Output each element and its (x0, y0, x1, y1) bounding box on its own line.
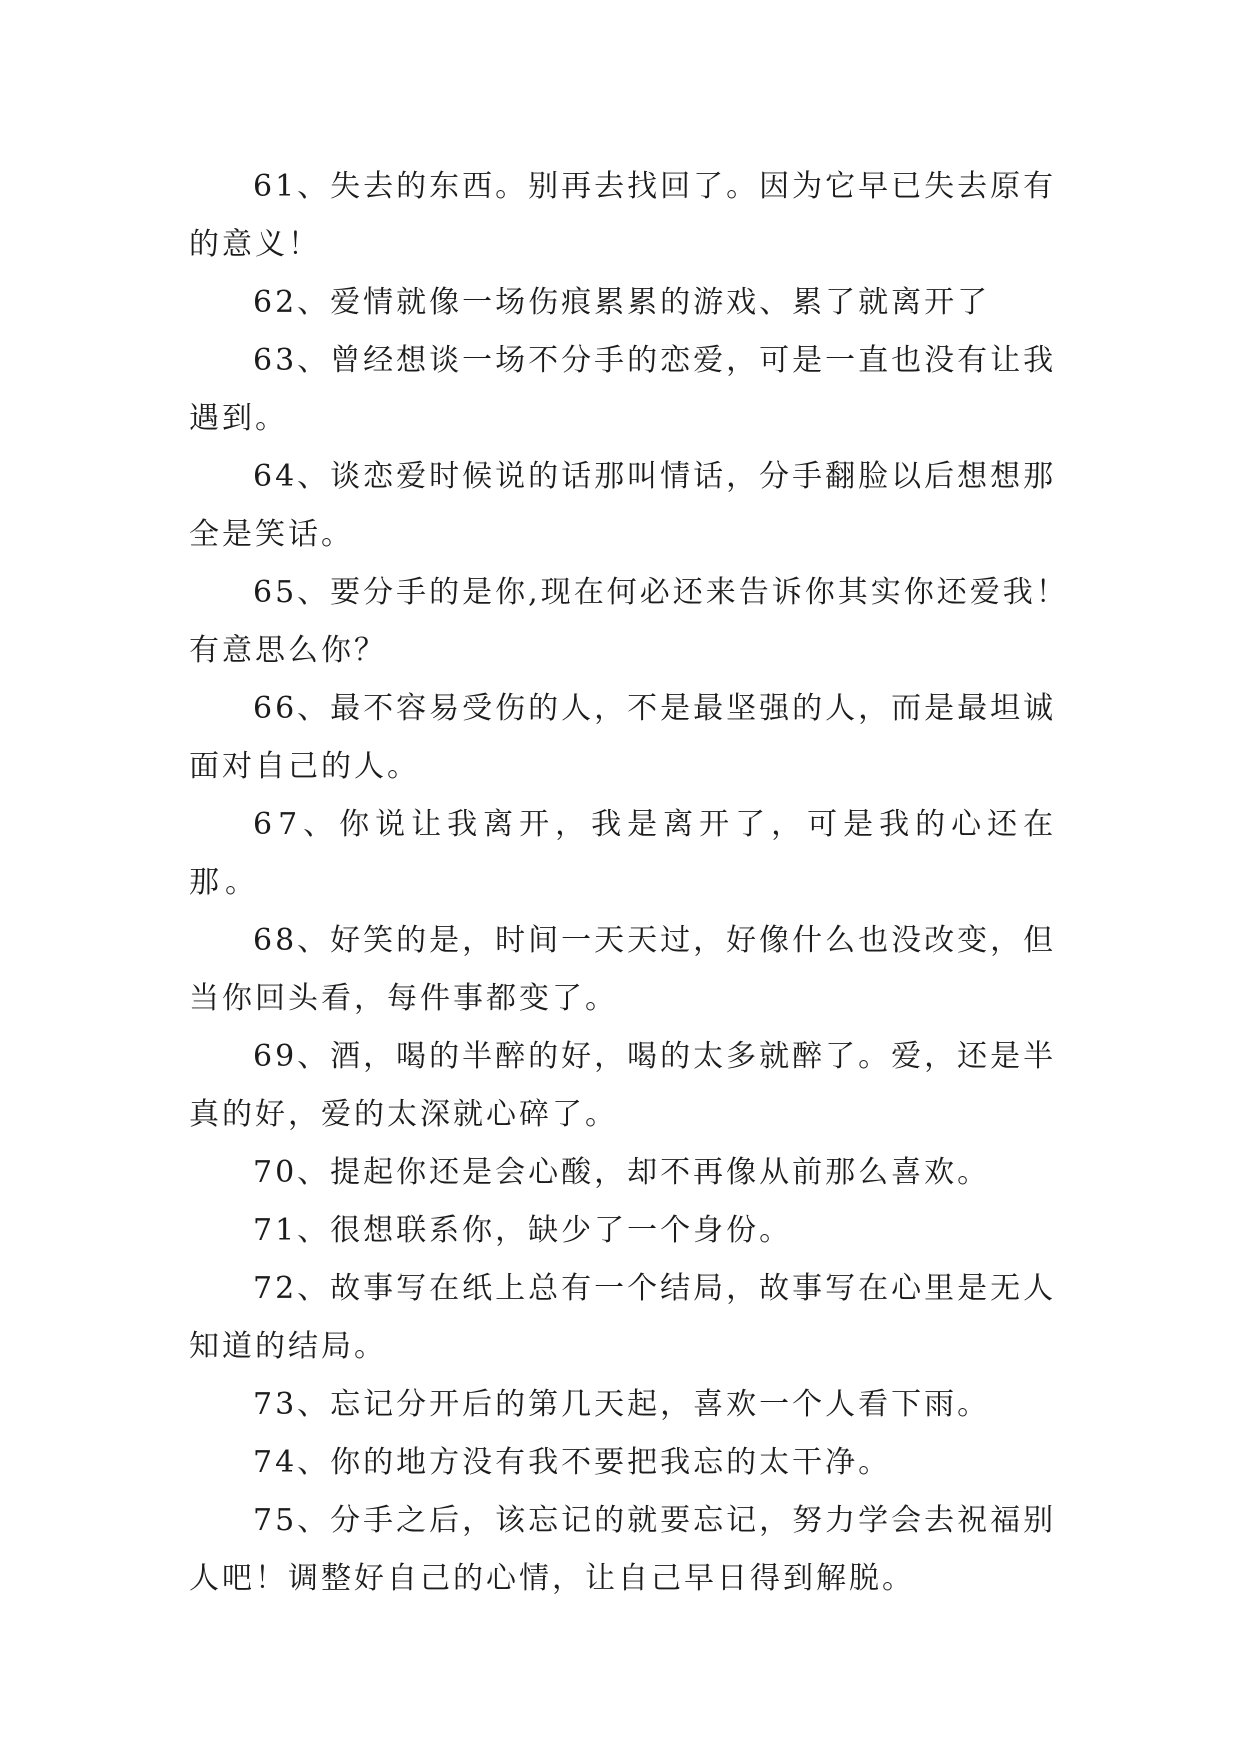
paragraph-73: 73、忘记分开后的第几天起，喜欢一个人看下雨。 (253, 1387, 991, 1422)
document-body (189, 158, 1069, 1608)
paragraph-64: 64、谈恋爱时候说的话那叫情话，分手翻脸以后想想那全是笑话。 (189, 459, 1057, 552)
paragraph-69: 69、酒，喝的半醉的好，喝的太多就醉了。爱，还是半真的好，爱的太深就心碎了。 (189, 1039, 1057, 1132)
paragraph-66: 66、最不容易受伤的人，不是最坚强的人，而是最坦诚面对自己的人。 (189, 691, 1057, 784)
paragraph-61: 61、失去的东西。别再去找回了。因为它早已失去原有的意义！ (189, 169, 1057, 262)
paragraph-75: 75、分手之后，该忘记的就要忘记，努力学会去祝福别人吧！调整好自己的心情，让自己早日得到解脱。 (189, 1503, 1057, 1596)
paragraph-70: 70、提起你还是会心酸，却不再像从前那么喜欢。 (253, 1155, 991, 1190)
paragraph-72: 72、故事写在纸上总有一个结局，故事写在心里是无人知道的结局。 (189, 1271, 1057, 1364)
paragraph-62: 62、爱情就像一场伤痕累累的游戏、累了就离开了 (253, 285, 991, 320)
paragraph-68: 68、好笑的是，时间一天天过，好像什么也没改变，但当你回头看，每件事都变了。 (189, 923, 1057, 1016)
paragraph-71: 71、很想联系你，缺少了一个身份。 (253, 1213, 793, 1248)
paragraph-65: 65、要分手的是你,现在何必还来告诉你其实你还爱我！有意思么你？ (189, 575, 1069, 668)
paragraph-67: 67、你说让我离开，我是离开了，可是我的心还在那。 (189, 807, 1060, 900)
paragraph-63: 63、曾经想谈一场不分手的恋爱，可是一直也没有让我遇到。 (189, 343, 1057, 436)
paragraph-74: 74、你的地方没有我不要把我忘的太干净。 (253, 1445, 892, 1480)
